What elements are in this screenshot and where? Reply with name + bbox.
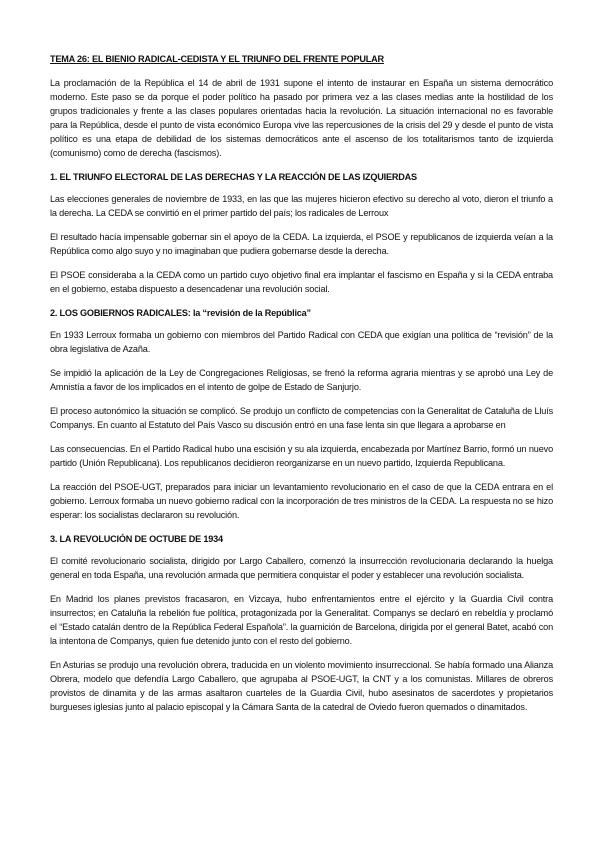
document-page <box>50 52 553 724</box>
document-title: TEMA 26: EL BIENIO RADICAL-CEDISTA Y EL TRIUNFO DEL FRENTE POPULAR <box>50 54 384 64</box>
section-2-paragraph-4: Las consecuencias. En el Partido Radical hubo una escisión y su ala izquierda, encabezada por Martínez Barrio, formó un nuevo partido (Unión Republicana). Los republicanos decidieron reorganizarse en un nuevo partido, Izquierda Republicana. <box>50 444 553 468</box>
section-1-paragraph-3: El PSOE consideraba a la CEDA como un partido cuyo objetivo final era implantar el fascismo en España y si la CEDA entraba en el gobierno, estaba dispuesto a desencadenar una revolución social. <box>50 270 553 294</box>
section-2-heading-main: 2. LOS GOBIERNOS RADICALES: <box>50 308 191 318</box>
section-2-paragraph-1: En 1933 Lerroux formaba un gobierno con miembros del Partido Radical con CEDA que exigían una política de “revisión” de la obra legislativa de Azaña. <box>50 330 553 354</box>
section-2-heading-sub: la “revisión de la República” <box>190 308 311 318</box>
section-1-paragraph-1: Las elecciones generales de noviembre de 1933, en las que las mujeres hicieron efectivo su derecho al voto, dieron el triunfo a la derecha. La CEDA se convirtió en el primer partido del país; los radicales de Lerroux <box>50 194 553 218</box>
section-3-heading: 3. LA REVOLUCIÓN DE OCTUBE DE 1934 <box>50 534 223 544</box>
section-2-paragraph-5: La reacción del PSOE-UGT, preparados para iniciar un levantamiento revolucionario en el caso de que la CEDA entrara en el gobierno. Lerroux formaba un nuevo gobierno radical con la incorporación de tres ministros de la CEDA. La respuesta no se hizo esperar: los socialistas declararon su revolución. <box>50 482 553 520</box>
section-2-paragraph-2: Se impidió la aplicación de la Ley de Congregaciones Religiosas, se frenó la reforma agraria mientras y se aprobó una Ley de Amnistía a favor de los implicados en el intento de golpe de Estado de Sanjurjo. <box>50 368 553 392</box>
section-3-paragraph-1: El comité revolucionario socialista, dirigido por Largo Caballero, comenzó la insurrección revolucionaria declarando la huelga general en toda España, una revolución armada que permitiera conquistar el poder y establecer una revolución socialista. <box>50 556 553 580</box>
section-1-heading: 1. EL TRIUNFO ELECTORAL DE LAS DERECHAS Y LA REACCIÓN DE LAS IZQUIERDAS <box>50 172 417 182</box>
section-3-paragraph-3: En Asturias se produjo una revolución obrera, traducida en un violento movimiento insurreccional. Se había formado una Alianza Obrera, modelo que defendía Largo Caballero, que agrupaba al PSOE-UGT, la CNT y a los comunistas. Millares de obreros provistos de dinamita y de las armas asaltaron cuarteles de la Guardia Civil, hubo asesinatos de sacerdotes y propietarios burgueses iglesias junto al palacio episcopal y la Cámara Santa de la catedral de Oviedo fueron quemados o dinamitados. <box>50 660 553 712</box>
section-3-paragraph-2: En Madrid los planes previstos fracasaron, en Vizcaya, hubo enfrentamientos entre el ejército y la Guardia Civil contra insurrectos; en Cataluña la rebelión fue política, protagonizada por la Generalitat. Companys se declaró en rebeldía y proclamó el “Estado catalán dentro de la República Federal Española”. la guarnición de Barcelona, dirigida por el general Batet, acabó con la intentona de Companys, quien fue detenido junto con el resto del gobierno. <box>50 594 553 646</box>
intro-paragraph: La proclamación de la República el 14 de abril de 1931 supone el intento de instaurar en España un sistema democrático moderno. Este paso se da porque el poder político ha pasado por primera vez a las clases medias ante la hostilidad de los grupos tradicionales y frente a las clases populares orientadas hacia la revolución. La situación internacional no es favorable para la República, desde el punto de vista económico Europa vive las repercusiones de la crisis del 29 y desde el punto de vista político es una etapa de debilidad de los sistemas democráticos ante el ascenso de los totalitarismos tanto de izquierda (comunismo) como de derecha (fascismos). <box>50 78 553 158</box>
section-2-heading <box>50 306 553 320</box>
section-1-paragraph-2: El resultado hacía impensable gobernar sin el apoyo de la CEDA. La izquierda, el PSOE y republicanos de izquierda veían a la República como algo suyo y no imaginaban que pudiera gobernarse desde la derecha. <box>50 232 553 256</box>
section-2-paragraph-3: El proceso autonómico la situación se complicó. Se produjo un conflicto de competencias con la Generalitat de Cataluña de Lluís Companys. En cuanto al Estatuto del País Vasco su discusión entró en una fase lenta sin que llegara a aprobarse en <box>50 406 553 430</box>
